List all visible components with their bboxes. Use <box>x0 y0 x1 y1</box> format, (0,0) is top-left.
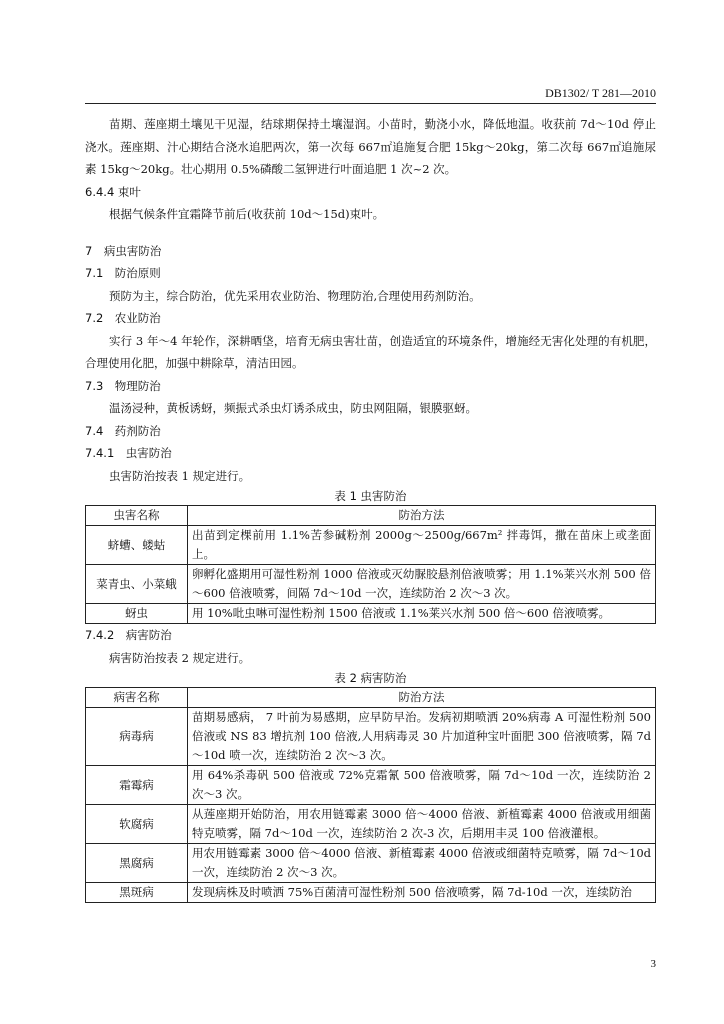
heading-7-4-2: 7.4.2 病害防治 <box>85 628 172 642</box>
heading-6-4-4: 6.4.4 束叶 <box>85 184 141 199</box>
heading-7-2: 7.2 农业防治 <box>85 311 161 325</box>
table-row <box>86 766 656 805</box>
paragraph-7-2: 实行 3 年～4 年轮作，深耕晒垡，培育无病虫害壮苗，创造适宜的环境条件，增施经无害化处理的有机肥，合理使用化肥，加强中耕除草，清洁田园。 <box>85 333 656 370</box>
page-number: 3 <box>650 958 656 970</box>
table-cell-method: 从莲座期开始防治，用农用链霉素 3000 倍～4000 倍液、新植霉素 4000 倍液或用细菌特克喷雾，隔 7d～10d 一次，连续防治 2 次-3 次，后期用丰灵 100 倍液灌根。 <box>188 805 656 844</box>
heading-7-4-1: 7.4.1 虫害防治 <box>85 446 172 460</box>
table-cell-method: 用 64%杀毒矾 500 倍液或 72%克霜氰 500 倍液喷雾，隔 7d～10d 一次，连续防治 2 次～3 次。 <box>188 766 656 805</box>
paragraph-7-4-2: 病害防治按表 2 规定进行。 <box>109 650 251 665</box>
table-row <box>86 805 656 844</box>
table-cell-name: 蛴螬、蝼蛄 <box>86 526 188 565</box>
table2-header-name: 病害名称 <box>86 688 188 708</box>
table-pest-control <box>85 505 656 624</box>
table2-caption: 表 2 病害防治 <box>334 671 407 685</box>
table1-header-name: 虫害名称 <box>86 506 188 526</box>
table-cell-method: 发现病株及时喷洒 75%百菌清可湿性粉剂 500 倍液喷雾，隔 7d-10d 一次，连续防治 <box>188 883 656 903</box>
table-cell-name: 霜霉病 <box>86 766 188 805</box>
heading-7-4: 7.4 药剂防治 <box>85 423 161 438</box>
heading-7-1: 7.1 防治原则 <box>85 266 161 280</box>
table-cell-method: 苗期易感病， 7 叶前为易感期，应早防早治。发病初期喷洒 20%病毒 A 可湿性粉剂 500 倍液或 NS 83 增抗剂 100 倍液,人用病毒灵 30 片加道种宝叶面肥 300 倍液喷雾，隔 7d～10d 喷一次，连续防治 2 次～3 次。 <box>188 708 656 766</box>
table1-header-method: 防治方法 <box>188 506 656 526</box>
table-cell-name: 菜青虫、小菜蛾 <box>86 565 188 604</box>
table-row <box>86 708 656 766</box>
table-row <box>86 844 656 883</box>
table-cell-method: 用 10%吡虫啉可湿性粉剂 1500 倍液或 1.1%莱兴水剂 500 倍～600 倍液喷雾。 <box>188 604 656 624</box>
table-cell-method: 出苗到定棵前用 1.1%苦参碱粉剂 2000g～2500g/667m² 拌毒饵，撒在苗床上或垄面上。 <box>188 526 656 565</box>
document-body <box>85 113 656 903</box>
table-cell-name: 蚜虫 <box>86 604 188 624</box>
table-cell-name: 黑斑病 <box>86 883 188 903</box>
table-row <box>86 526 656 565</box>
paragraph-6-4-4: 根据气候条件宜霜降节前后(收获前 10d～15d)束叶。 <box>109 207 385 221</box>
table-row <box>86 883 656 903</box>
table-cell-method: 卵孵化盛期用可湿性粉剂 1000 倍液或灭幼脲胶悬剂倍液喷雾；用 1.1%莱兴水剂 500 倍～600 倍液喷雾，间隔 7d～10d 一次，连续防治 2 次～3 次。 <box>188 565 656 604</box>
paragraph-watering: 苗期、莲座期土壤见干见湿，结球期保持土壤湿润。小苗时，勤浇小水，降低地温。收获前 7d～10d 停止浇水。莲座期、汁心期结合浇水追肥两次，第一次每 667㎡追施复合肥 15kg～20kg，第二次每 667㎡追施尿素 15kg～20kg。壮心期用 0.5%磷酸二氢钾进行叶面追肥 1 次~2 次。 <box>85 117 656 176</box>
table-cell-name: 黑腐病 <box>86 844 188 883</box>
table1-caption: 表 1 虫害防治 <box>334 489 407 503</box>
heading-7: 7 病虫害防治 <box>85 243 162 258</box>
paragraph-7-3: 温汤浸种，黄板诱蚜，频振式杀虫灯诱杀成虫，防虫网阻隔，银膜驱蚜。 <box>109 401 477 415</box>
table1-header-row <box>86 506 656 526</box>
table2-header-method: 防治方法 <box>188 688 656 708</box>
document-id: DB1302/ T 281—2010 <box>545 86 656 100</box>
heading-7-3: 7.3 物理防治 <box>85 378 161 393</box>
header-rule <box>85 103 656 104</box>
paragraph-7-1: 预防为主，综合防治，优先采用农业防治、物理防治,合理使用药剂防治。 <box>109 288 481 303</box>
table-row <box>86 604 656 624</box>
paragraph-7-4-1: 虫害防治按表 1 规定进行。 <box>109 468 251 483</box>
table-cell-name: 软腐病 <box>86 805 188 844</box>
table2-header-row <box>86 688 656 708</box>
table-disease-control <box>85 687 656 903</box>
table-cell-method: 用农用链霉素 3000 倍～4000 倍液、新植霉素 4000 倍液或细菌特克喷雾，隔 7d～10d 一次，连续防治 2 次～3 次。 <box>188 844 656 883</box>
table-cell-name: 病毒病 <box>86 708 188 766</box>
table-row <box>86 565 656 604</box>
